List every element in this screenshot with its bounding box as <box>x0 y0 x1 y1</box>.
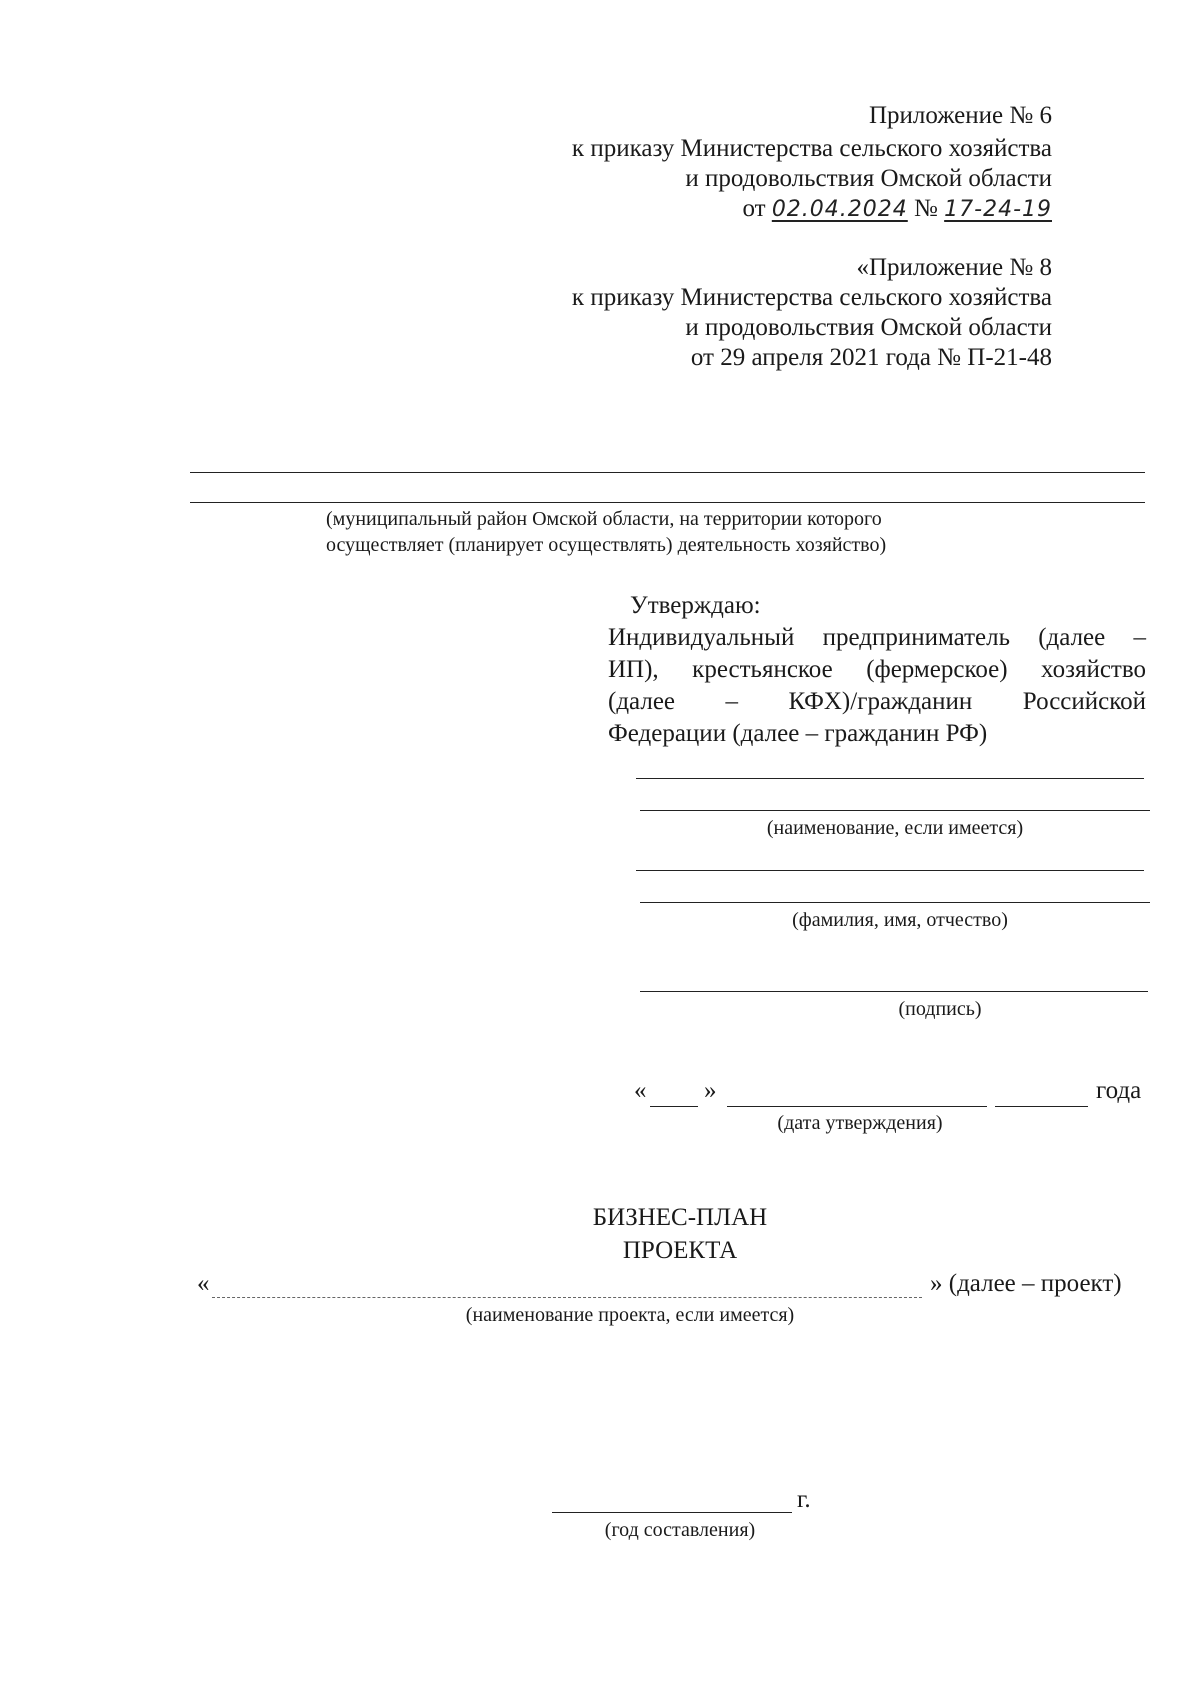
signature-line <box>640 991 1148 992</box>
year-suffix: г. <box>797 1486 811 1513</box>
appendix-6-title: Приложение № 6 <box>868 102 1052 129</box>
year-caption: (год составления) <box>604 1519 756 1541</box>
district-line-1 <box>190 472 1145 473</box>
project-title: ПРОЕКТА <box>622 1237 738 1264</box>
year-line <box>552 1512 792 1513</box>
name-line-1 <box>636 778 1144 779</box>
name-caption: (наименование, если имеется) <box>766 817 1024 839</box>
fio-caption: (фамилия, имя, отчество) <box>792 909 1008 931</box>
name-line-2 <box>640 810 1150 811</box>
project-quote-open: « <box>197 1270 210 1297</box>
approve-line-3: (далее – КФХ)/гражданин Российской <box>608 688 1146 715</box>
project-name-caption: (наименование проекта, если имеется) <box>465 1304 795 1326</box>
district-line-2 <box>190 502 1145 503</box>
district-caption-2: осуществляет (планирует осуществлять) деятельность хозяйство) <box>326 534 887 556</box>
business-plan-title: БИЗНЕС-ПЛАН <box>592 1204 768 1231</box>
appendix-6-line2: к приказу Министерства сельского хозяйства <box>571 135 1052 162</box>
handwritten-date: 02.04.2024 <box>771 197 908 222</box>
date-quote-open: « <box>634 1077 647 1104</box>
project-quote-close: » (далее – проект) <box>930 1270 1122 1297</box>
approve-line-4: Федерации (далее – гражданин РФ) <box>608 720 988 747</box>
appendix-6-date-line <box>452 193 1052 226</box>
approve-line-2: ИП), крестьянское (фермерское) хозяйство <box>608 656 1146 683</box>
approve-line-1: Индивидуальный предприниматель (далее – <box>608 624 1146 651</box>
district-caption-1: (муниципальный район Омской области, на территории которого <box>326 508 882 530</box>
date-quote-close: » <box>704 1077 717 1104</box>
number-label: № <box>914 195 938 222</box>
appendix-8-title: «Приложение № 8 <box>856 254 1052 281</box>
date-caption: (дата утверждения) <box>777 1112 943 1134</box>
date-day-line <box>650 1106 698 1107</box>
fio-line-2 <box>640 902 1150 903</box>
date-month-line <box>727 1106 987 1107</box>
date-year-word: года <box>1096 1077 1142 1104</box>
from-label: от <box>742 195 766 222</box>
fio-line-1 <box>636 870 1144 871</box>
appendix-6-line3: и продовольствия Омской области <box>685 165 1052 192</box>
appendix-8-line4: от 29 апреля 2021 года № П-21-48 <box>690 344 1052 371</box>
date-year-line <box>995 1106 1088 1107</box>
handwritten-number: 17-24-19 <box>944 197 1052 222</box>
signature-caption: (подпись) <box>898 998 982 1020</box>
appendix-8-line3: и продовольствия Омской области <box>685 314 1052 341</box>
appendix-8-line2: к приказу Министерства сельского хозяйства <box>571 284 1052 311</box>
approve-title: Утверждаю: <box>630 592 761 619</box>
project-name-line <box>212 1297 922 1298</box>
